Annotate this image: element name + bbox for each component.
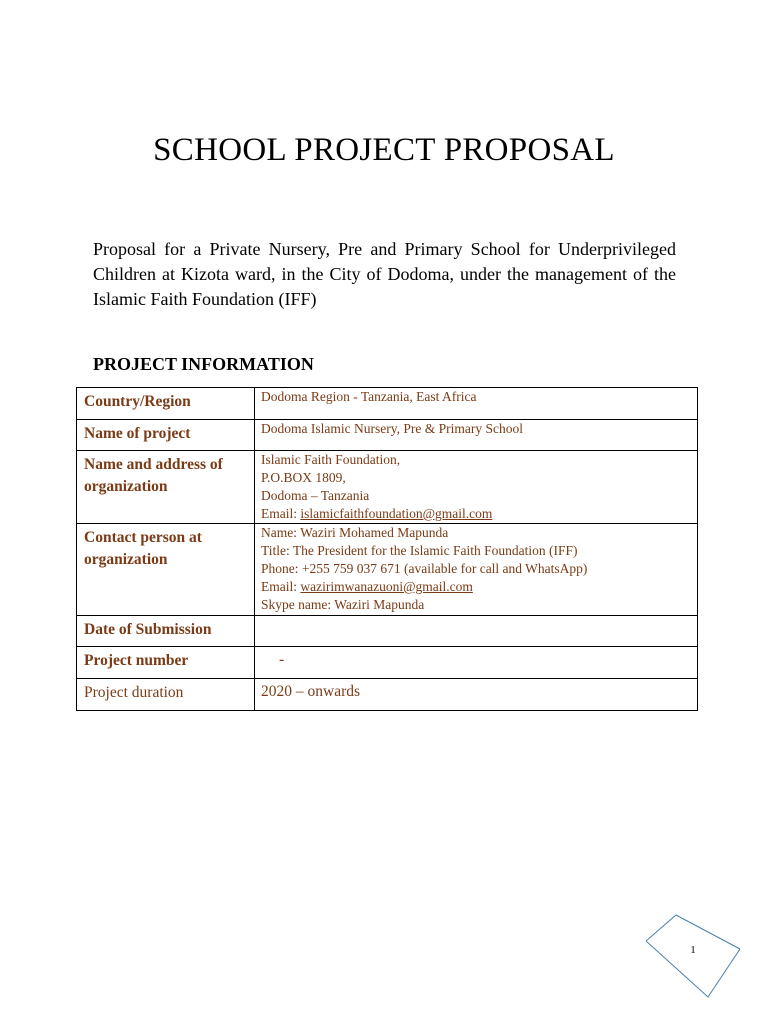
- organization-email-line: [261, 505, 693, 523]
- organization-label: Name and address of organization: [77, 451, 255, 524]
- page-number-marker: [646, 913, 740, 999]
- project-name-value: [255, 420, 698, 451]
- contact-title: Title: The President for the Islamic Faith Foundation (IFF): [261, 543, 578, 558]
- organization-value: [255, 451, 698, 524]
- duration-text: 2020 – onwards: [261, 683, 361, 700]
- table-row: [77, 616, 698, 647]
- table-row: [77, 388, 698, 420]
- diamond-page-icon: [646, 913, 740, 999]
- project-info-table: [76, 387, 698, 711]
- country-label: Country/Region: [77, 388, 255, 420]
- country-value: [255, 388, 698, 420]
- submission-label: Date of Submission: [77, 616, 255, 647]
- table-row: [77, 451, 698, 524]
- country-text: Dodoma Region - Tanzania, East Africa: [261, 389, 477, 404]
- table-row: [77, 524, 698, 616]
- project-name-label: Name of project: [77, 420, 255, 451]
- project-number-text: -: [279, 651, 285, 668]
- project-number-value: [255, 647, 698, 679]
- organization-line: Islamic Faith Foundation,: [261, 452, 401, 467]
- organization-line: P.O.BOX 1809,: [261, 470, 346, 485]
- project-number-label: Project number: [77, 647, 255, 679]
- duration-value: [255, 679, 698, 711]
- table-row: [77, 420, 698, 451]
- contact-value: [255, 524, 698, 616]
- table-row: [77, 679, 698, 711]
- section-heading: PROJECT INFORMATION: [93, 354, 314, 374]
- duration-label: Project duration: [77, 679, 255, 711]
- project-name-text: Dodoma Islamic Nursery, Pre & Primary School: [261, 421, 523, 436]
- contact-email-line: [261, 578, 693, 596]
- email-prefix: Email:: [261, 579, 301, 594]
- contact-email-link[interactable]: wazirimwanazuoni@gmail.com: [300, 579, 473, 594]
- contact-skype: Skype name: Waziri Mapunda: [261, 597, 425, 612]
- organization-line: Dodoma – Tanzania: [261, 488, 370, 503]
- contact-label: Contact person at organization: [77, 524, 255, 616]
- contact-name: Name: Waziri Mohamed Mapunda: [261, 525, 449, 540]
- contact-phone: Phone: +255 759 037 671 (available for call and WhatsApp): [261, 561, 588, 576]
- page-number: 1: [690, 944, 696, 956]
- proposal-intro: Proposal for a Private Nursery, Pre and Primary School for Underprivileged Children at Kizota ward, in the City of Dodoma, under the management of the Islamic Faith Foundation (IFF): [93, 239, 676, 309]
- document-title: SCHOOL PROJECT PROPOSAL: [153, 132, 615, 168]
- email-prefix: Email:: [261, 506, 301, 521]
- table-row: [77, 647, 698, 679]
- organization-email-link[interactable]: islamicfaithfoundation@gmail.com: [300, 506, 493, 521]
- submission-value: [255, 616, 698, 647]
